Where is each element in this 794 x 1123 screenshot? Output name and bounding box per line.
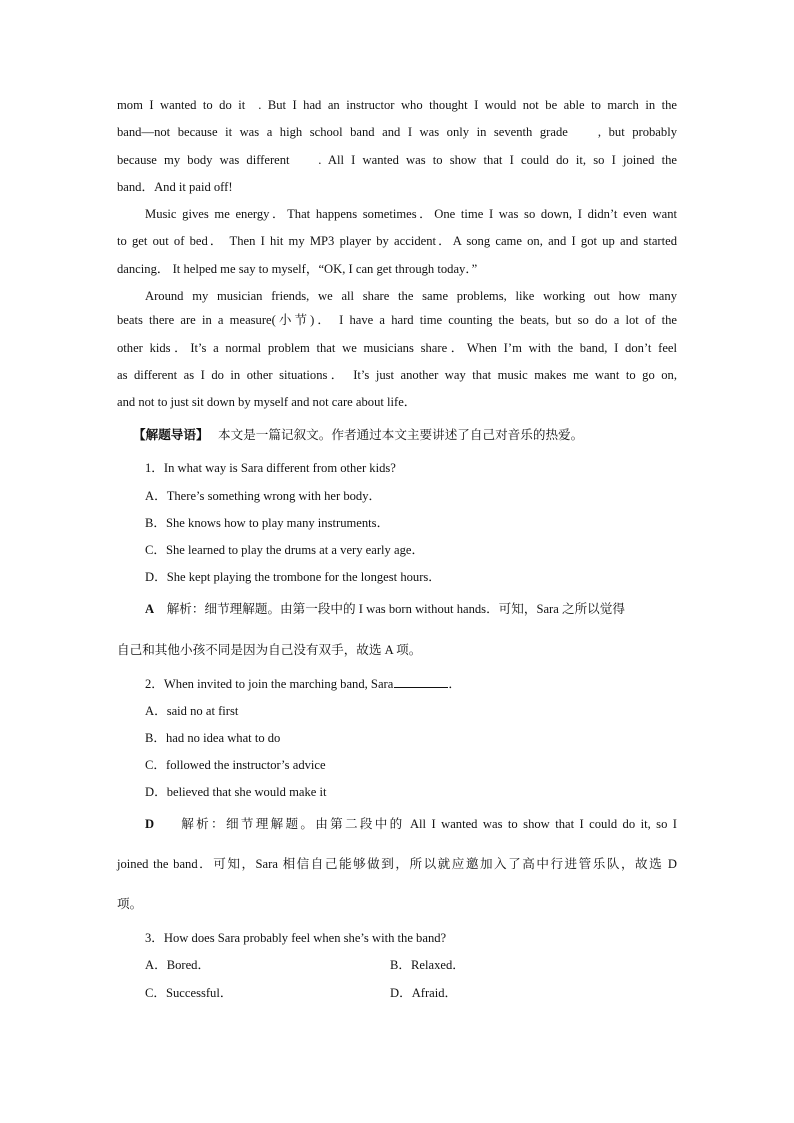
question-2-answer: D — [145, 817, 155, 831]
question-2-option-c: C．followed the instructor’s advice — [145, 758, 326, 772]
passage-line: to get out of bed． Then I hit my MP3 player by accident．A song came on, and I got up and started — [117, 234, 677, 248]
question-1-option-b: B．She knows how to play many instruments． — [145, 516, 390, 530]
passage-line: band．And it paid off! — [117, 180, 233, 194]
question-2-analysis-end: 项。 — [117, 897, 143, 911]
passage-line: beats there are in a measure(小节)． I have a hard time counting the beats, but so do a lot of the — [117, 313, 677, 327]
question-3-option-c: C．Successful． — [145, 986, 233, 1000]
passage-line: dancing． It helped me say to myself，“OK, I can get through today．” — [117, 262, 478, 276]
guide-text: 本文是一篇记叙文。作者通过本文主要讲述了自己对音乐的热爱。 — [218, 428, 584, 442]
question-1-answer: A — [145, 602, 155, 616]
question-1-analysis-text: 解析：细节理解题。由第一段中的 I was born without hands．可知，Sara 之所以觉得 — [166, 602, 625, 616]
question-2-stem-end: ． — [448, 677, 461, 691]
question-2-stem-text: 2．When invited to join the marching band, Sara — [145, 677, 394, 691]
passage-line: band—not because it was a high school band and I was only in seventh grade , but probably — [117, 125, 677, 139]
guide-label: 【解题导语】 — [133, 428, 209, 442]
passage-line: Music gives me energy．That happens sometimes．One time I was so down, I didn’t even want — [145, 207, 677, 221]
passage-line: Around my musician friends, we all share the same problems, like working out how many — [145, 289, 677, 303]
passage-line: other kids．It’s a normal problem that we musicians share．When I’m with the band, I don’t feel — [117, 341, 677, 355]
question-1-option-d: D．She kept playing the trombone for the longest hours． — [145, 570, 441, 584]
passage-line: because my body was different . All I wanted was to show that I could do it, so I joined the — [117, 153, 677, 167]
question-3-stem: 3．How does Sara probably feel when she’s with the band? — [145, 931, 447, 945]
question-1-stem: 1．In what way is Sara different from other kids? — [145, 461, 396, 475]
question-3-option-a: A．Bored． — [145, 958, 211, 972]
passage-line: mom I wanted to do it . But I had an instructor who thought I would not be able to march in the — [117, 98, 677, 112]
question-1-analysis — [145, 601, 677, 617]
question-3-option-d: D．Afraid． — [390, 986, 458, 1000]
question-2-analysis — [145, 816, 677, 832]
passage-line: as different as I do in other situations． It’s just another way that music makes me want to go on, — [117, 368, 677, 382]
question-1-analysis-cont: 自己和其他小孩不同是因为自己没有双手，故选 A 项。 — [117, 643, 422, 657]
question-2-option-b: B．had no idea what to do — [145, 731, 281, 745]
guide-line — [133, 427, 693, 443]
question-1-option-a: A．There’s something wrong with her body． — [145, 489, 382, 503]
question-2-analysis-text: 解析：细节理解题。由第二段中的 All I wanted was to show that I could do it, so I — [181, 817, 677, 831]
question-2-option-a: A．said no at first — [145, 704, 239, 718]
question-3-option-b: B．Relaxed． — [390, 958, 465, 972]
question-2-stem — [145, 676, 677, 692]
answer-blank — [394, 676, 448, 688]
question-2-option-d: D．believed that she would make it — [145, 785, 327, 799]
question-2-analysis-cont: joined the band．可知，Sara 相信自己能够做到，所以就应邀加入了高中行进管乐队，故选 D — [117, 857, 677, 871]
passage-line: and not to just sit down by myself and not care about life． — [117, 395, 417, 409]
question-1-option-c: C．She learned to play the drums at a very early age． — [145, 543, 425, 557]
